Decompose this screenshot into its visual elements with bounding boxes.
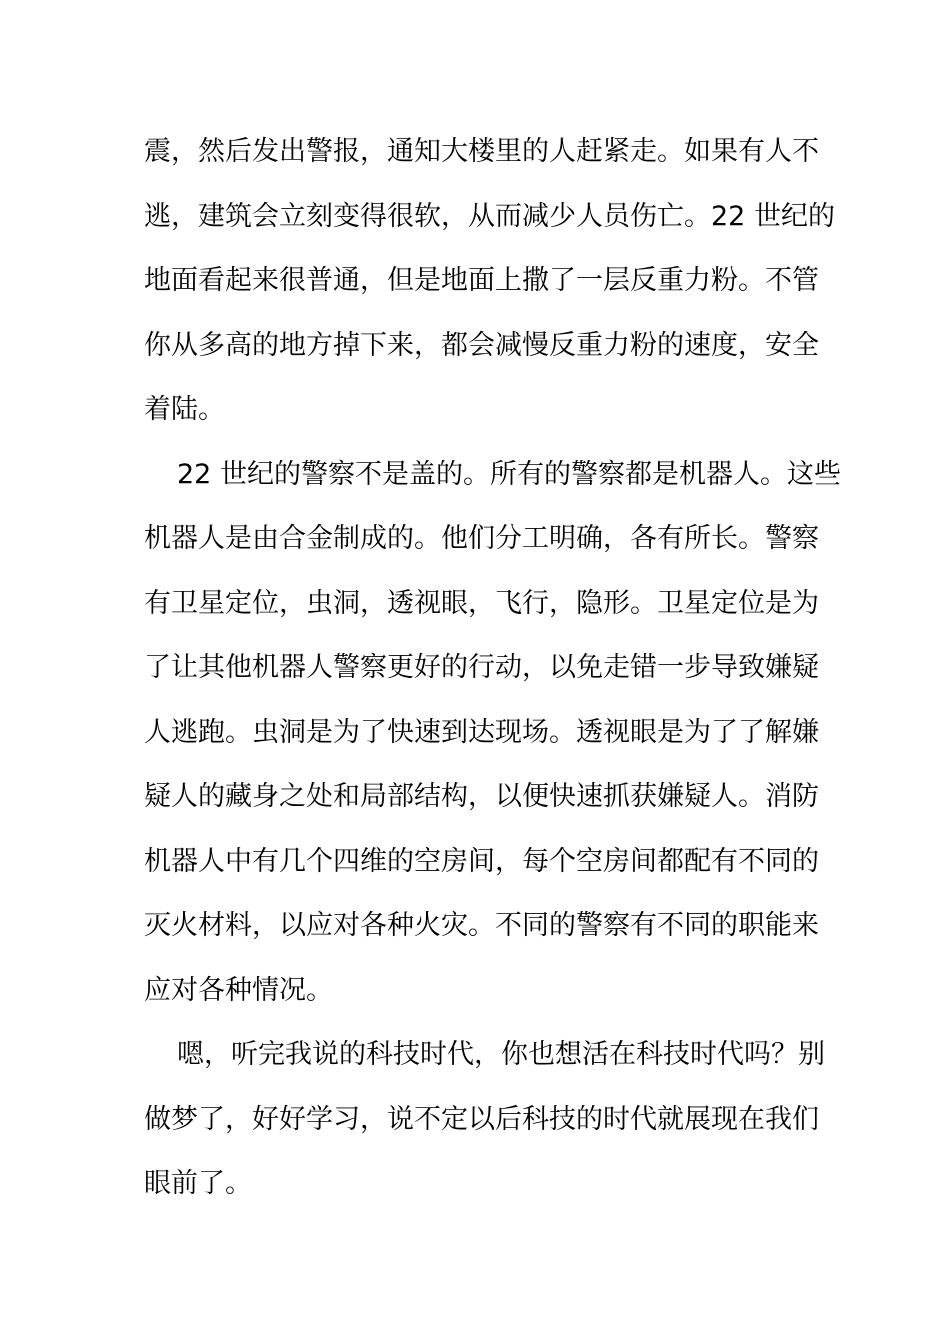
paragraph-conclusion	[144, 1023, 825, 1217]
body-text	[144, 120, 841, 1217]
text-line: 地面看起来很普通，但是地面上撒了一层反重力粉。不管	[144, 265, 819, 296]
text-line: 应对各种情况。	[144, 974, 333, 1006]
text-line: 眼前了。	[144, 1168, 252, 1199]
text-line: 疑人的藏身之处和局部结构，以便快速抓获嫌疑人。消防	[144, 781, 819, 812]
text-line: 嗯，听完我说的科技时代，你也想活在科技时代吗？别	[177, 1039, 825, 1070]
text-line: 人逃跑。虫洞是为了快速到达现场。透视眼是为了了解嫌	[144, 716, 819, 748]
text-line: 机器人中有几个四维的空房间，每个空房间都配有不同的	[144, 845, 819, 877]
text-line: 机器人是由合金制成的。他们分工明确，各有所长。警察	[144, 523, 819, 554]
text-line: 逃，建筑会立刻变得很软，从而减少人员伤亡。22 世纪的	[144, 200, 835, 232]
paragraph-buildings	[144, 120, 835, 443]
text-line: 做梦了，好好学习，说不定以后科技的时代就展现在我们	[144, 1103, 819, 1135]
text-line: 22 世纪的警察不是盖的。所有的警察都是机器人。这些	[177, 458, 841, 490]
text-line: 灭火材料，以应对各种火灾。不同的警察有不同的职能来	[144, 910, 819, 941]
text-line: 有卫星定位，虫洞，透视眼，飞行，隐形。卫星定位是为	[144, 587, 819, 619]
text-line: 你从多高的地方掉下来，都会减慢反重力粉的速度，安全	[144, 329, 819, 361]
text-line: 震，然后发出警报，通知大楼里的人赶紧走。如果有人不	[144, 136, 819, 167]
text-line: 着陆。	[144, 394, 225, 425]
text-line: 了让其他机器人警察更好的行动，以免走错一步导致嫌疑	[144, 652, 819, 683]
paragraph-police	[144, 443, 841, 1024]
